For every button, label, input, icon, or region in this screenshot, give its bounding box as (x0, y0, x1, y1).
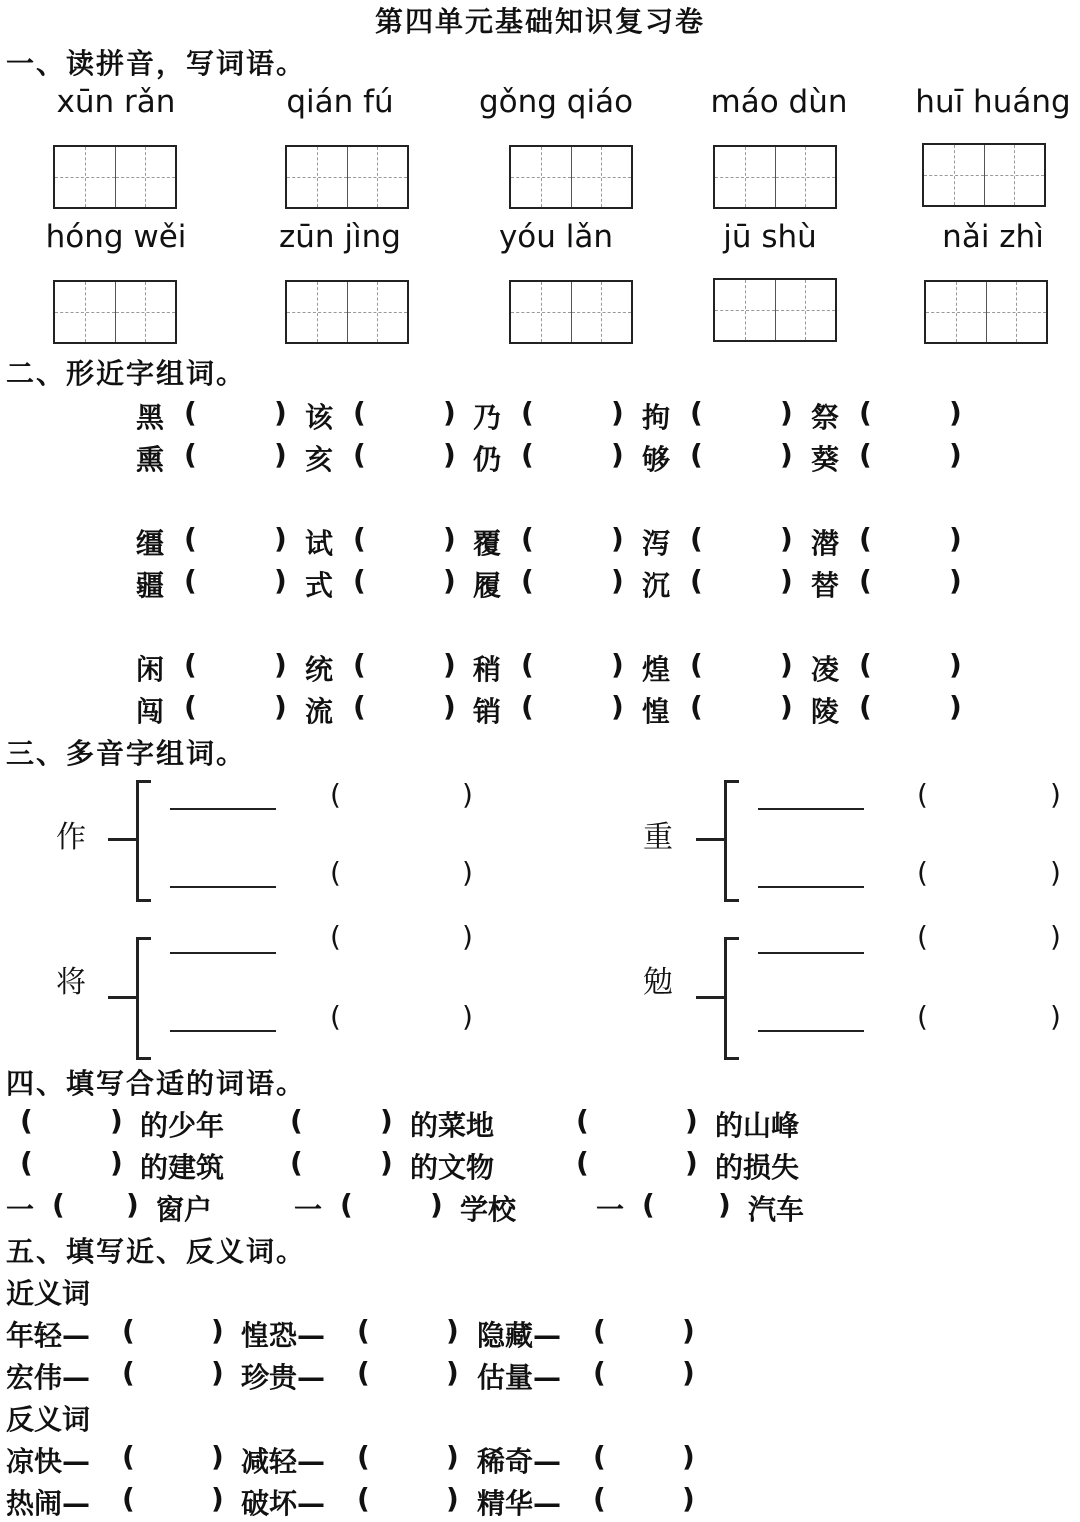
paren-blank[interactable]: ( (690, 564, 703, 597)
writing-grid[interactable] (53, 280, 177, 344)
paren-blank[interactable]: ) (949, 690, 962, 723)
fill-row (0, 1188, 1080, 1228)
paren-blank[interactable]: ) (274, 564, 287, 597)
pinyin-label: gǒng qiáo (478, 84, 634, 120)
word-pair-row (0, 1440, 1080, 1480)
paren-blank[interactable]: ( (330, 1000, 341, 1033)
answer-line[interactable] (170, 1030, 276, 1032)
word-prompt: 稀奇— (477, 1445, 562, 1478)
paren-blank[interactable]: ) (274, 522, 287, 555)
paren-blank[interactable]: ) (446, 1314, 459, 1347)
writing-grid[interactable] (924, 280, 1048, 344)
paren-blank[interactable]: ) (685, 1146, 698, 1179)
paren-blank[interactable]: ) (949, 564, 962, 597)
paren-blank[interactable]: ( (330, 778, 341, 811)
answer-line[interactable] (758, 886, 864, 888)
fill-word: 的建筑 (140, 1151, 225, 1184)
paren-blank[interactable]: ) (462, 1000, 473, 1033)
brace-bracket (136, 780, 151, 902)
paren-blank[interactable]: ( (340, 1188, 353, 1221)
paren-blank[interactable]: ( (917, 920, 928, 953)
similar-char: 闯 (136, 695, 165, 728)
paren-blank[interactable]: ) (211, 1314, 224, 1347)
brace-bracket (136, 937, 151, 1060)
similar-char: 稍 (473, 653, 502, 686)
word-prompt: 凉快— (6, 1445, 91, 1478)
paren-blank[interactable]: ( (859, 648, 872, 681)
paren-blank[interactable]: ) (682, 1314, 695, 1347)
similar-char: 销 (473, 695, 502, 728)
paren-blank[interactable]: ) (611, 522, 624, 555)
similar-char: 熏 (136, 443, 165, 476)
similar-char: 替 (811, 569, 840, 602)
similar-char: 惶 (642, 695, 671, 728)
writing-grid[interactable] (53, 145, 177, 209)
pinyin-label: huī huáng (915, 84, 1071, 120)
paren-blank[interactable]: ( (290, 1104, 303, 1137)
answer-line[interactable] (170, 886, 276, 888)
paren-blank[interactable]: ( (122, 1440, 135, 1473)
paren-blank[interactable]: ) (380, 1104, 393, 1137)
paren-blank[interactable]: ( (353, 648, 366, 681)
paren-blank[interactable]: ) (443, 522, 456, 555)
paren-blank[interactable]: ( (690, 396, 703, 429)
brace-bracket (724, 937, 739, 1060)
similar-char: 统 (305, 653, 334, 686)
paren-blank[interactable]: ) (780, 438, 793, 471)
paren-blank[interactable]: ( (330, 856, 341, 889)
paren-blank[interactable]: ) (1050, 920, 1061, 953)
paren-blank[interactable]: ( (521, 690, 534, 723)
similar-char: 式 (305, 569, 334, 602)
paren-blank[interactable]: ) (949, 522, 962, 555)
synonyms-label: 近义词 (6, 1277, 91, 1310)
paren-blank[interactable]: ( (184, 564, 197, 597)
similar-row (0, 522, 1080, 562)
paren-blank[interactable]: ) (274, 648, 287, 681)
answer-line[interactable] (758, 1030, 864, 1032)
paren-blank[interactable]: ( (593, 1440, 606, 1473)
similar-char: 流 (305, 695, 334, 728)
fill-word: 的少年 (140, 1109, 225, 1142)
paren-blank[interactable]: ) (780, 648, 793, 681)
similar-char: 凌 (811, 653, 840, 686)
fill-word: 的损失 (715, 1151, 800, 1184)
paren-blank[interactable]: ) (1050, 778, 1061, 811)
similar-char: 试 (305, 527, 334, 560)
paren-blank[interactable]: ( (52, 1188, 65, 1221)
writing-grid[interactable] (285, 280, 409, 344)
paren-blank[interactable]: ( (122, 1482, 135, 1515)
paren-blank[interactable]: ( (859, 690, 872, 723)
paren-blank[interactable]: ) (611, 564, 624, 597)
pinyin-label: xūn rǎn (56, 84, 176, 120)
paren-blank[interactable]: ( (521, 648, 534, 681)
similar-char: 该 (305, 401, 334, 434)
word-prompt: 隐藏— (477, 1319, 562, 1352)
paren-blank[interactable]: ) (949, 648, 962, 681)
similar-char: 黑 (136, 401, 165, 434)
similar-char: 亥 (305, 443, 334, 476)
paren-blank[interactable]: ) (446, 1356, 459, 1389)
paren-blank[interactable]: ) (110, 1104, 123, 1137)
paren-blank[interactable]: ( (593, 1356, 606, 1389)
paren-blank[interactable]: ) (430, 1188, 443, 1221)
fill-word: 汽车 (748, 1193, 805, 1226)
paren-blank[interactable]: ( (353, 522, 366, 555)
fill-word: 的山峰 (715, 1109, 800, 1142)
paren-blank[interactable]: ) (1050, 856, 1061, 889)
paren-blank[interactable]: ) (462, 856, 473, 889)
paren-blank[interactable]: ( (859, 522, 872, 555)
paren-blank[interactable]: ( (917, 778, 928, 811)
paren-blank[interactable]: ) (211, 1482, 224, 1515)
section-2-heading: 二、形近字组词。 (6, 357, 247, 390)
paren-blank[interactable]: ( (859, 564, 872, 597)
paren-blank[interactable]: ( (357, 1356, 370, 1389)
paren-blank[interactable]: ) (780, 564, 793, 597)
paren-blank[interactable]: ) (611, 396, 624, 429)
pinyin-label: zūn jìng (279, 219, 401, 255)
paren-blank[interactable]: ( (576, 1146, 589, 1179)
word-pair-row (0, 1482, 1080, 1522)
writing-grid[interactable] (922, 143, 1046, 207)
paren-blank[interactable]: ) (380, 1146, 393, 1179)
paren-blank[interactable]: ) (780, 690, 793, 723)
similar-char: 乃 (473, 401, 502, 434)
paren-blank[interactable]: ) (685, 1104, 698, 1137)
paren-blank[interactable]: ( (690, 690, 703, 723)
paren-blank[interactable]: ) (611, 648, 624, 681)
paren-blank[interactable]: ( (122, 1314, 135, 1347)
similar-char: 仍 (473, 443, 502, 476)
similar-char: 祭 (811, 401, 840, 434)
paren-blank[interactable]: ( (184, 648, 197, 681)
similar-char: 履 (473, 569, 502, 602)
similar-row (0, 690, 1080, 730)
antonyms-label: 反义词 (6, 1403, 91, 1436)
writing-grid[interactable] (713, 145, 837, 209)
paren-blank[interactable]: ( (353, 396, 366, 429)
paren-blank[interactable]: ( (353, 438, 366, 471)
word-prompt: 减轻— (241, 1445, 326, 1478)
polyphone-char: 勉 (643, 965, 673, 1000)
paren-blank[interactable]: ) (274, 438, 287, 471)
polyphone-char: 重 (643, 820, 673, 855)
writing-grid[interactable] (509, 280, 633, 344)
similar-char: 拘 (642, 401, 671, 434)
similar-char: 泻 (642, 527, 671, 560)
bracket-stub (108, 996, 138, 999)
paren-blank[interactable]: ( (20, 1146, 33, 1179)
measure-prefix: 一 (6, 1193, 35, 1226)
word-pair-row (0, 1356, 1080, 1396)
paren-blank[interactable]: ) (780, 522, 793, 555)
paren-blank[interactable]: ( (122, 1356, 135, 1389)
paren-blank[interactable]: ( (290, 1146, 303, 1179)
paren-blank[interactable]: ) (949, 438, 962, 471)
similar-char: 潜 (811, 527, 840, 560)
writing-grid[interactable] (713, 278, 837, 342)
paren-blank[interactable]: ( (593, 1482, 606, 1515)
fill-word: 学校 (460, 1193, 517, 1226)
paren-blank[interactable]: ) (1050, 1000, 1061, 1033)
paren-blank[interactable]: ( (357, 1314, 370, 1347)
paren-blank[interactable]: ( (357, 1440, 370, 1473)
paren-blank[interactable]: ) (443, 396, 456, 429)
fill-row (0, 1104, 1080, 1144)
paren-blank[interactable]: ) (462, 920, 473, 953)
answer-line[interactable] (758, 808, 864, 810)
paren-blank[interactable]: ( (859, 396, 872, 429)
paren-blank[interactable]: ) (443, 690, 456, 723)
similar-char: 葵 (811, 443, 840, 476)
paren-blank[interactable]: ) (211, 1356, 224, 1389)
similar-char: 覆 (473, 527, 502, 560)
pinyin-label: hóng wěi (45, 219, 187, 255)
paren-blank[interactable]: ) (446, 1482, 459, 1515)
pinyin-label: máo dùn (710, 84, 848, 120)
fill-word: 的菜地 (410, 1109, 495, 1142)
paren-blank[interactable]: ( (521, 522, 534, 555)
answer-line[interactable] (758, 952, 864, 954)
bracket-stub (108, 838, 138, 841)
paren-blank[interactable]: ( (184, 438, 197, 471)
fill-word: 窗户 (156, 1193, 213, 1226)
paren-blank[interactable]: ( (593, 1314, 606, 1347)
paren-blank[interactable]: ( (917, 856, 928, 889)
paren-blank[interactable]: ) (949, 396, 962, 429)
word-prompt: 破坏— (241, 1487, 326, 1520)
writing-grid[interactable] (509, 145, 633, 209)
word-prompt: 年轻— (6, 1319, 91, 1352)
word-prompt: 宏伟— (6, 1361, 91, 1394)
paren-blank[interactable]: ) (443, 564, 456, 597)
page-title: 第四单元基础知识复习卷 (374, 5, 705, 38)
paren-blank[interactable]: ( (353, 564, 366, 597)
measure-prefix: 一 (596, 1193, 625, 1226)
paren-blank[interactable]: ( (353, 690, 366, 723)
paren-blank[interactable]: ( (184, 522, 197, 555)
bracket-stub (696, 838, 726, 841)
polyphone-char: 作 (56, 820, 86, 855)
word-prompt: 精华— (477, 1487, 562, 1520)
similar-char: 缰 (136, 527, 165, 560)
paren-blank[interactable]: ( (357, 1482, 370, 1515)
paren-blank[interactable]: ( (184, 396, 197, 429)
paren-blank[interactable]: ) (110, 1146, 123, 1179)
similar-char: 煌 (642, 653, 671, 686)
section-4-heading: 四、填写合适的词语。 (6, 1067, 307, 1100)
paren-blank[interactable]: ( (521, 396, 534, 429)
paren-blank[interactable]: ) (443, 438, 456, 471)
paren-blank[interactable]: ) (274, 396, 287, 429)
paren-blank[interactable]: ( (690, 522, 703, 555)
section-5-heading: 五、填写近、反义词。 (6, 1235, 307, 1268)
writing-grid[interactable] (285, 145, 409, 209)
pinyin-label: yóu lǎn (498, 219, 614, 255)
paren-blank[interactable]: ( (859, 438, 872, 471)
paren-blank[interactable]: ) (443, 648, 456, 681)
similar-char: 够 (642, 443, 671, 476)
word-prompt: 惶恐— (241, 1319, 326, 1352)
paren-blank[interactable]: ) (274, 690, 287, 723)
paren-blank[interactable]: ( (690, 438, 703, 471)
paren-blank[interactable]: ( (576, 1104, 589, 1137)
paren-blank[interactable]: ) (718, 1188, 731, 1221)
word-prompt: 热闹— (6, 1487, 91, 1520)
similar-char: 沉 (642, 569, 671, 602)
answer-line[interactable] (170, 952, 276, 954)
similar-row (0, 396, 1080, 436)
similar-row (0, 438, 1080, 478)
similar-row (0, 564, 1080, 604)
measure-prefix: 一 (294, 1193, 323, 1226)
paren-blank[interactable]: ) (682, 1482, 695, 1515)
fill-row (0, 1146, 1080, 1186)
paren-blank[interactable]: ( (642, 1188, 655, 1221)
paren-blank[interactable]: ( (521, 564, 534, 597)
word-prompt: 珍贵— (241, 1361, 326, 1394)
word-prompt: 估量— (477, 1361, 562, 1394)
bracket-stub (696, 996, 726, 999)
word-pair-row (0, 1314, 1080, 1354)
paren-blank[interactable]: ) (211, 1440, 224, 1473)
answer-line[interactable] (170, 808, 276, 810)
polyphone-char: 将 (56, 965, 86, 1000)
paren-blank[interactable]: ) (611, 690, 624, 723)
fill-word: 的文物 (410, 1151, 495, 1184)
paren-blank[interactable]: ) (611, 438, 624, 471)
paren-blank[interactable]: ( (20, 1104, 33, 1137)
similar-char: 陵 (811, 695, 840, 728)
paren-blank[interactable]: ( (521, 438, 534, 471)
similar-row (0, 648, 1080, 688)
paren-blank[interactable]: ( (917, 1000, 928, 1033)
paren-blank[interactable]: ) (780, 396, 793, 429)
section-3-heading: 三、多音字组词。 (6, 737, 247, 770)
paren-blank[interactable]: ) (126, 1188, 139, 1221)
paren-blank[interactable]: ) (682, 1440, 695, 1473)
paren-blank[interactable]: ( (330, 920, 341, 953)
brace-bracket (724, 780, 739, 902)
paren-blank[interactable]: ) (682, 1356, 695, 1389)
paren-blank[interactable]: ( (690, 648, 703, 681)
paren-blank[interactable]: ) (462, 778, 473, 811)
similar-char: 闲 (136, 653, 165, 686)
paren-blank[interactable]: ) (446, 1440, 459, 1473)
pinyin-label: nǎi zhì (942, 219, 1044, 255)
pinyin-label: qián fú (286, 84, 394, 120)
section-1-heading: 一、读拼音，写词语。 (6, 47, 307, 80)
pinyin-label: jū shù (723, 219, 817, 255)
similar-char: 疆 (136, 569, 165, 602)
paren-blank[interactable]: ( (184, 690, 197, 723)
